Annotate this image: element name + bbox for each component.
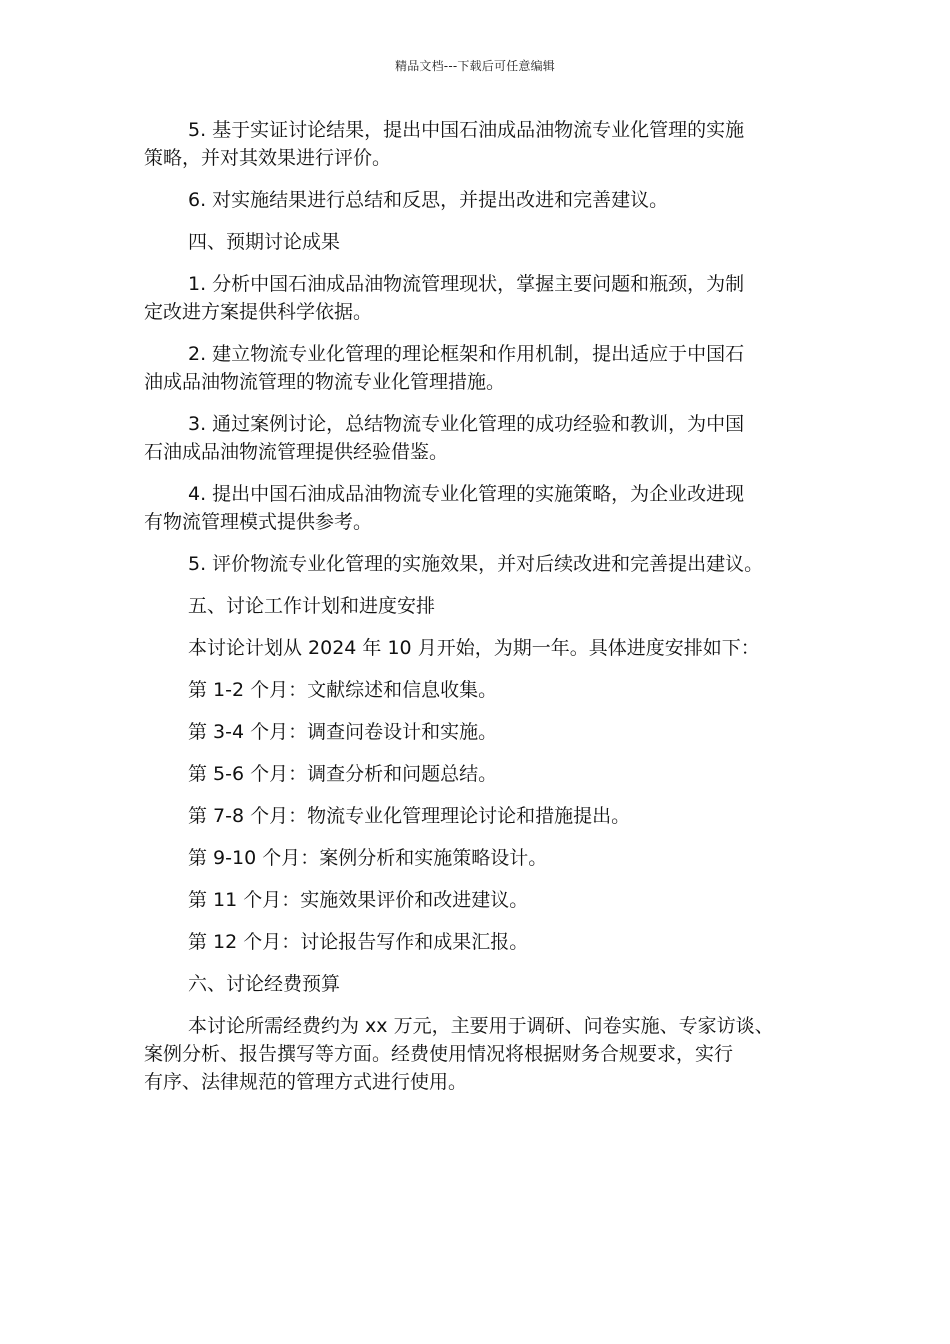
section-heading-budget: 六、讨论经费预算 [188,973,341,995]
paragraph-research-step-6: 6. 对实施结果进行总结和反思，并提出改进和完善建议。 [188,189,669,211]
schedule-item-month-11: 第 11 个月：实施效果评价和改进建议。 [188,889,529,911]
paragraph-result-1: 1. 分析中国石油成品油物流管理现状，掌握主要问题和瓶颈，为制 定改进方案提供科学依据。 [144,273,745,323]
paragraph-result-5: 5. 评价物流专业化管理的实施效果，并对后续改进和完善提出建议。 [188,553,764,575]
paragraph-budget: 本讨论所需经费约为 xx 万元，主要用于调研、问卷实施、专家访谈、 案例分析、报告撰写等方面。经费使用情况将根据财务合规要求，实行 有序、法律规范的管理方式进行使用。 [144,1015,774,1093]
paragraph-result-2: 2. 建立物流专业化管理的理论框架和作用机制，提出适应于中国石 油成品油物流管理的物流专业化管理措施。 [144,343,745,393]
schedule-item-months-9-10: 第 9-10 个月：案例分析和实施策略设计。 [188,847,548,869]
schedule-item-months-7-8: 第 7-8 个月：物流专业化管理理论讨论和措施提出。 [188,805,631,827]
schedule-item-months-1-2: 第 1-2 个月：文献综述和信息收集。 [188,679,498,701]
schedule-item-month-12: 第 12 个月：讨论报告写作和成果汇报。 [188,931,529,953]
paragraph-research-step-5: 5. 基于实证讨论结果，提出中国石油成品油物流专业化管理的实施 策略，并对其效果进行评价。 [144,119,745,169]
page-header-watermark: 精品文档---下载后可任意编辑 [395,59,555,73]
document-body [144,116,816,1096]
paragraph-result-3: 3. 通过案例讨论，总结物流专业化管理的成功经验和教训，为中国 石油成品油物流管理提供经验借鉴。 [144,413,745,463]
schedule-item-months-3-4: 第 3-4 个月：调查问卷设计和实施。 [188,721,498,743]
section-heading-expected-results: 四、预期讨论成果 [188,231,341,253]
paragraph-result-4: 4. 提出中国石油成品油物流专业化管理的实施策略，为企业改进现 有物流管理模式提供参考。 [144,483,745,533]
paragraph-plan-intro: 本讨论计划从 2024 年 10 月开始，为期一年。具体进度安排如下： [188,637,760,659]
schedule-item-months-5-6: 第 5-6 个月：调查分析和问题总结。 [188,763,498,785]
section-heading-work-plan: 五、讨论工作计划和进度安排 [188,595,436,617]
